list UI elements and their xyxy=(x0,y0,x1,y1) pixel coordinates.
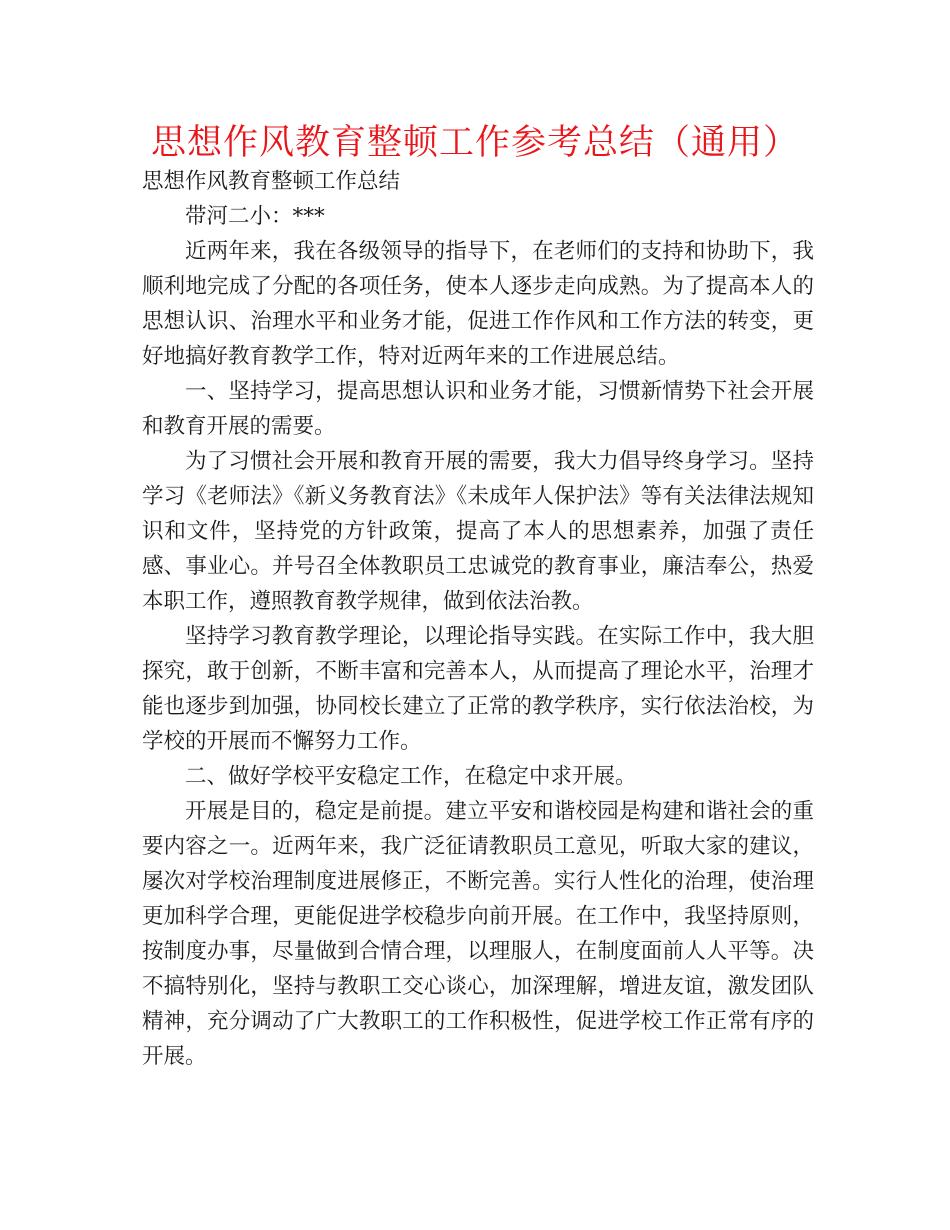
document-body xyxy=(142,164,814,1074)
section-heading-1: 一、坚持学习，提高思想认识和业务才能，习惯新情势下社会开展和教育开展的需要。 xyxy=(142,379,814,439)
paragraph: 开展是目的，稳定是前提。建立平安和谐校园是构建和谐社会的重要内容之一。近两年来，我广泛征请教职员工意见，听取大家的建议，屡次对学校治理制度进展修正，不断完善。实行人性化的治理，使治理更加科学合理，更能促进学校稳步向前开展。在工作中，我坚持原则，按制度办事，尽量做到合情合理，以理服人，在制度面前人人平等。决不搞特别化，坚持与教职工交心谈心，加深理解，增进友谊，激发团队精神，充分调动了广大教职工的工作积极性，促进学校工作正常有序的开展。 xyxy=(142,799,814,1069)
subtitle: 思想作风教育整顿工作总结 xyxy=(142,169,401,194)
section-heading-2: 二、做好学校平安稳定工作，在稳定中求开展。 xyxy=(185,764,637,789)
document-title: 思想作风教育整顿工作参考总结（通用） xyxy=(150,123,799,163)
paragraph: 为了习惯社会开展和教育开展的需要，我大力倡导终身学习。坚持学习《老师法》《新义务教育法》《未成年人保护法》等有关法律法规知识和文件，坚持党的方针政策，提高了本人的思想素养，加强了责任感、事业心。并号召全体教职员工忠诚党的教育事业，廉洁奉公，热爱本职工作，遵照教育教学规律，做到依法治教。 xyxy=(142,449,814,614)
paragraph-intro: 近两年来，我在各级领导的指导下，在老师们的支持和协助下，我顺利地完成了分配的各项任务，使本人逐步走向成熟。为了提高本人的思想认识、治理水平和业务才能，促进工作作风和工作方法的转变，更好地搞好教育教学工作，特对近两年来的工作进展总结。 xyxy=(142,239,814,369)
paragraph: 坚持学习教育教学理论，以理论指导实践。在实际工作中，我大胆探究，敢于创新，不断丰富和完善本人，从而提高了理论水平，治理才能也逐步到加强，协同校长建立了正常的教学秩序，实行依法治校，为学校的开展而不懈努力工作。 xyxy=(142,624,814,754)
author-line: 带河二小：*** xyxy=(185,204,325,229)
